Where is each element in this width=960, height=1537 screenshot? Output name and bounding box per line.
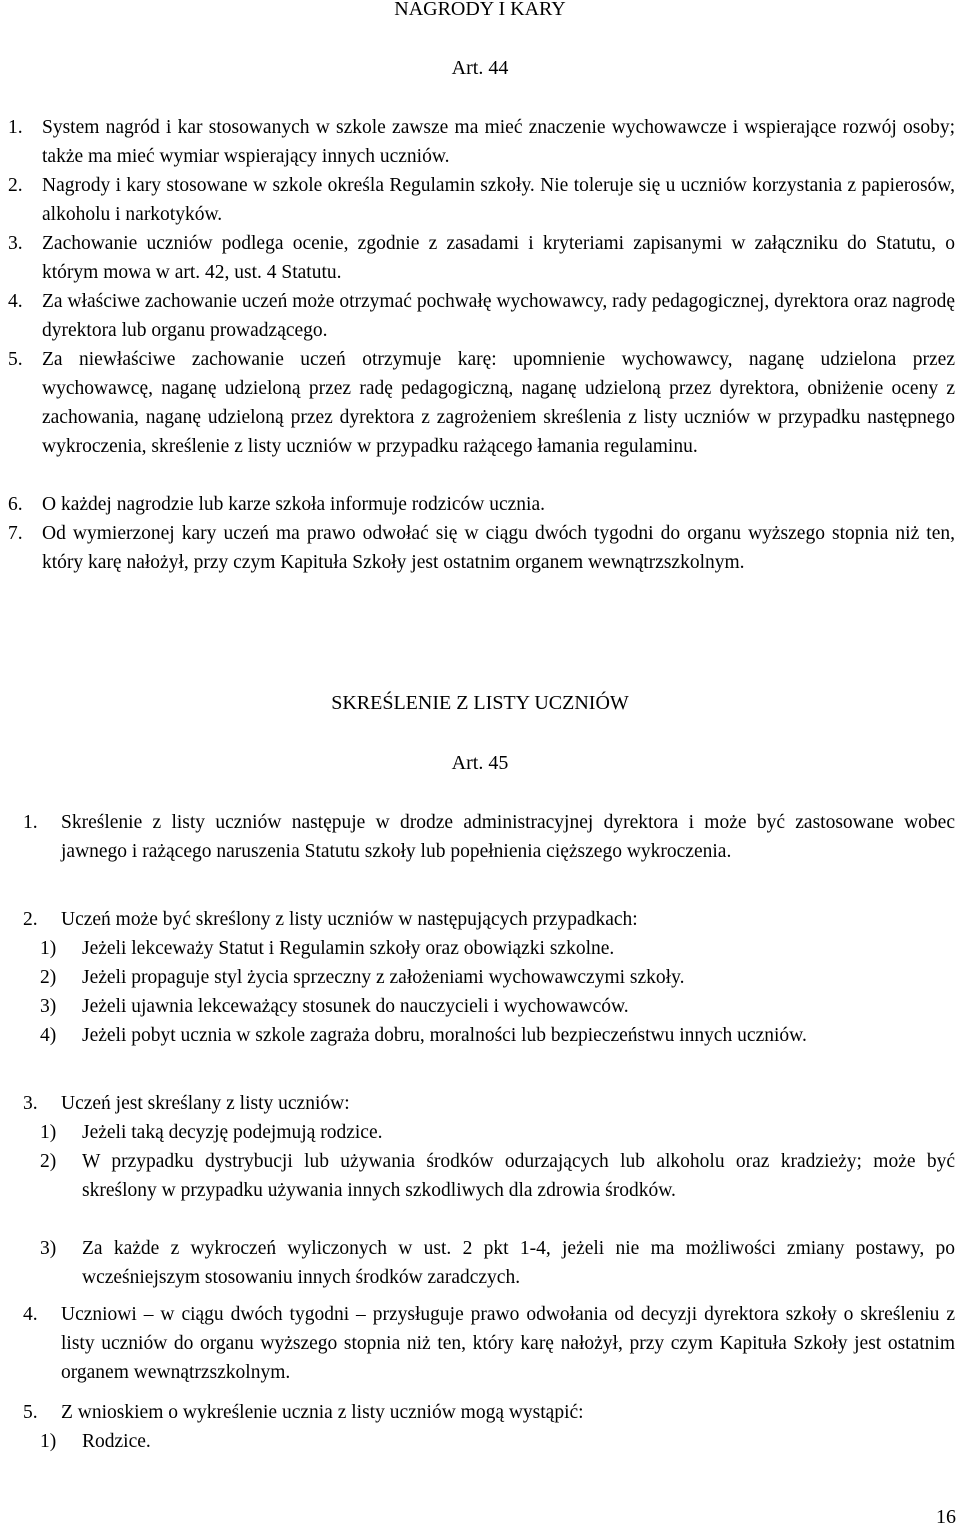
sub-item-number: 2) [40, 1151, 57, 1172]
sub-item-number: 1) [40, 1122, 57, 1143]
item-number: 5. [8, 349, 23, 370]
item-text: O każdej nagrodzie lub karze szkoła informuje rodziców ucznia. [42, 494, 545, 515]
sub-item-number: 2) [40, 967, 57, 988]
item-text: Nagrody i kary stosowane w szkole określa Regulamin szkoły. Nie toleruje się u uczniów korzystania z papierosów, alkoholu i narkotyków. [42, 175, 955, 225]
sub-list-item [40, 1234, 955, 1292]
sub-list-item [40, 1427, 955, 1456]
list-item [23, 905, 955, 934]
list-item [8, 519, 955, 577]
sub-item-text: Rodzice. [82, 1431, 151, 1452]
list-item [8, 345, 955, 461]
sub-item-text: Jeżeli ujawnia lekceważący stosunek do nauczycieli i wychowawców. [82, 996, 629, 1017]
sub-list-item [40, 963, 955, 992]
item-text: Z wnioskiem o wykreślenie ucznia z listy uczniów mogą wystąpić: [61, 1402, 584, 1423]
item-number: 1. [23, 812, 38, 833]
list-item [23, 808, 955, 866]
section-title: NAGRODY I KARY [394, 0, 566, 20]
sub-item-number: 1) [40, 1431, 57, 1452]
sub-item-text: W przypadku dystrybucji lub używania środków odurzających lub alkoholu oraz kradzieży; może być skreślony w przypadku używania innych szkodliwych dla zdrowia środków. [82, 1151, 955, 1201]
item-text: Skreślenie z listy uczniów następuje w drodze administracyjnej dyrektora i może być zastosowane wobec jawnego i rażącego naruszenia Statutu szkoły lub popełnienia cięższego wykroczenia. [61, 812, 955, 862]
item-text: Uczniowi – w ciągu dwóch tygodni – przysługuje prawo odwołania od decyzji dyrektora szkoły o skreśleniu z listy uczniów do organu wyższego stopnia niż ten, który karę nałożył, przy czym Kapituła Szkoły jest ostatnim organem wewnątrzszkolnym. [61, 1304, 955, 1383]
list-item [8, 113, 955, 171]
sub-list-item [40, 1118, 955, 1147]
item-text: Uczeń może być skreślony z listy uczniów w następujących przypadkach: [61, 909, 638, 930]
item-number: 2. [23, 909, 38, 930]
item-text: Za niewłaściwe zachowanie uczeń otrzymuje karę: upomnienie wychowawcy, naganę udzielona przez wychowawcę, naganę udzieloną przez radę pedagogiczną, naganę udzieloną przez dyrektora, obniżenie oceny z zachowania, naganę udzieloną przez dyrektora z zagrożeniem skreślenia z listy uczniów w przypadku następnego wykroczenia, skreślenie z listy uczniów w przypadku rażącego łamania regulaminu. [42, 349, 955, 457]
item-number: 3. [23, 1093, 38, 1114]
item-text: Za właściwe zachowanie uczeń może otrzymać pochwałę wychowawcy, rady pedagogicznej, dyrektora oraz nagrodę dyrektora lub organu prowadzącego. [42, 291, 955, 341]
sub-item-text: Za każde z wykroczeń wyliczonych w ust. 2 pkt 1-4, jeżeli nie ma możliwości zmiany postawy, po wcześniejszym stosowaniu innych środków zaradczych. [82, 1238, 955, 1288]
item-number: 4. [23, 1304, 38, 1325]
sub-list-item [40, 1021, 955, 1050]
item-text: Od wymierzonej kary uczeń ma prawo odwołać się w ciągu dwóch tygodni do organu wyższego stopnia niż ten, który karę nałożył, przy czym Kapituła Szkoły jest ostatnim organem wewnątrzszkolnym. [42, 523, 955, 573]
list-item [8, 171, 955, 229]
sub-item-number: 1) [40, 938, 57, 959]
list-item [8, 229, 955, 287]
list-item [23, 1089, 955, 1118]
item-number: 7. [8, 523, 23, 544]
sub-item-number: 4) [40, 1025, 57, 1046]
item-text: Zachowanie uczniów podlega ocenie, zgodnie z zasadami i kryteriami zapisanymi w załączniku do Statutu, o którym mowa w art. 42, ust. 4 Statutu. [42, 233, 955, 283]
item-number: 4. [8, 291, 23, 312]
sub-item-number: 3) [40, 1238, 57, 1259]
item-number: 2. [8, 175, 23, 196]
item-text: System nagród i kar stosowanych w szkole zawsze ma mieć znaczenie wychowawcze i wspierające rozwój osoby; także ma mieć wymiar wspierający innych uczniów. [42, 117, 955, 167]
sub-item-number: 3) [40, 996, 57, 1017]
sub-item-text: Jeżeli taką decyzję podejmują rodzice. [82, 1122, 383, 1143]
section-title: SKREŚLENIE Z LISTY UCZNIÓW [331, 692, 629, 714]
item-number: 1. [8, 117, 23, 138]
item-number: 5. [23, 1402, 38, 1423]
item-text: Uczeń jest skreślany z listy uczniów: [61, 1093, 350, 1114]
article-number: Art. 44 [451, 57, 509, 79]
sub-list-item [40, 1147, 955, 1205]
article-number: Art. 45 [451, 752, 509, 774]
sub-item-text: Jeżeli lekceważy Statut i Regulamin szkoły oraz obowiązki szkolne. [82, 938, 615, 959]
list-item [8, 490, 955, 519]
list-item [23, 1398, 955, 1427]
sub-item-text: Jeżeli propaguje styl życia sprzeczny z założeniami wychowawczymi szkoły. [82, 967, 685, 988]
page-number: 16 [936, 1506, 956, 1528]
sub-list-item [40, 934, 955, 963]
sub-list-item [40, 992, 955, 1021]
list-item [23, 1300, 955, 1387]
sub-item-text: Jeżeli pobyt ucznia w szkole zagraża dobru, moralności lub bezpieczeństwu innych uczniów. [82, 1025, 807, 1046]
item-number: 6. [8, 494, 23, 515]
item-number: 3. [8, 233, 23, 254]
list-item [8, 287, 955, 345]
